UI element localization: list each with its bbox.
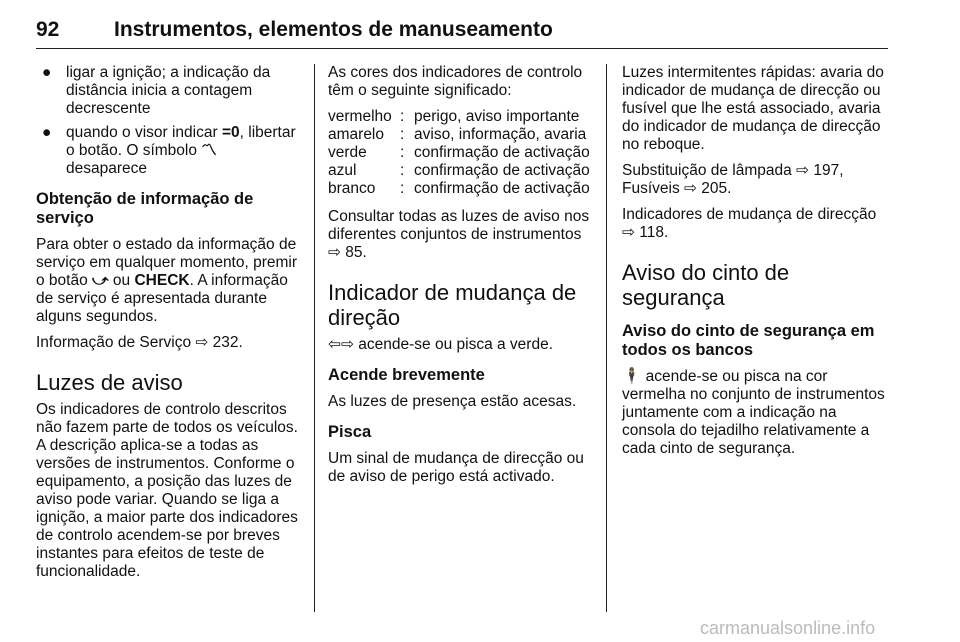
chapter-heading: Aviso do cinto de segurança [622, 260, 790, 310]
cross-reference: Substituição de lâmpada ⇨ 197, [622, 162, 844, 179]
list-item: ● ligar a ignição; a indicação da distância inicia a contagem decrescente [42, 64, 271, 117]
section-heading: Pisca [328, 423, 372, 441]
watermark: carmanualsonline.info [700, 618, 876, 638]
page-number: 92 [36, 18, 60, 41]
cross-reference: Informação de Serviço ⇨ 232. [36, 334, 243, 351]
paragraph: Para obter o estado da informação de serviço em qualquer momento, premir o botão ⤻ ou CHECK. A informação de serviço é apresentada durante alguns segundos. [36, 236, 298, 325]
paragraph: Consultar todas as luzes de aviso nos diferentes conjuntos de instrumentos ⇨ 85. [328, 208, 590, 261]
table-row: branco : confirmação de activação [328, 180, 590, 197]
paragraph: ⇦⇨ acende-se ou pisca a verde. [328, 336, 554, 353]
paragraph: Um sinal de mudança de direcção ou de aviso de perigo está activado. [328, 450, 584, 485]
column-divider-1 [314, 64, 315, 612]
set-button-icon: ⤻ [92, 272, 109, 289]
paragraph: Luzes intermitentes rápidas: avaria do indicador de mudança de direcção ou fusível que lhe está associado, avaria do indicador de mudança de direcção no reboque. [622, 64, 884, 153]
column-3 [622, 64, 888, 466]
paragraph: As cores dos indicadores de controlo têm o seguinte significado: [328, 64, 583, 99]
section-heading: Obtenção de informação de serviço [36, 190, 254, 227]
table-row: verde : confirmação de activação [328, 144, 590, 161]
paragraph: As luzes de presença estão acesas. [328, 393, 577, 410]
color-meaning-table [328, 108, 590, 198]
column-1 [36, 64, 298, 589]
section-heading: Acende brevemente [328, 366, 485, 384]
cross-reference: Fusíveis ⇨ 205. [622, 180, 732, 197]
table-row: azul : confirmação de activação [328, 162, 590, 179]
page-header [36, 18, 888, 49]
table-row: amarelo : aviso, informação, avaria [328, 126, 587, 143]
table-row: vermelho : perigo, aviso importante [328, 108, 580, 125]
paragraph: 🕴 acende-se ou pisca na cor vermelha no conjunto de instrumentos juntamente com a indicação na consola do tejadilho relativamente a cada cinto de segurança. [622, 368, 885, 457]
section-heading: Aviso do cinto de segurança em todos os bancos [622, 322, 875, 359]
wrench-symbol-icon: 〽 [201, 142, 217, 159]
column-divider-2 [606, 64, 607, 612]
chapter-heading: Luzes de aviso [36, 370, 183, 395]
chapter-heading: Indicador de mudança de direção [328, 280, 577, 330]
paragraph: Os indicadores de controlo descritos não fazem parte de todos os veículos. A descrição aplica-se a todas as versões de instrumentos. Conforme o equipamento, a posição das luzes de aviso pode variar. Quando se liga a ignição, a maior parte dos indicadores de controlo acendem-se por breves instantes para efeitos de teste de funcionalidade. [36, 401, 298, 580]
page-title: Instrumentos, elementos de manuseamento [114, 18, 553, 41]
column-2 [328, 64, 590, 494]
list-item: ● quando o visor indicar =0, libertar o botão. O símbolo 〽 desaparece [42, 124, 296, 177]
cross-reference: Indicadores de mudança de direcção ⇨ 118. [622, 206, 877, 241]
